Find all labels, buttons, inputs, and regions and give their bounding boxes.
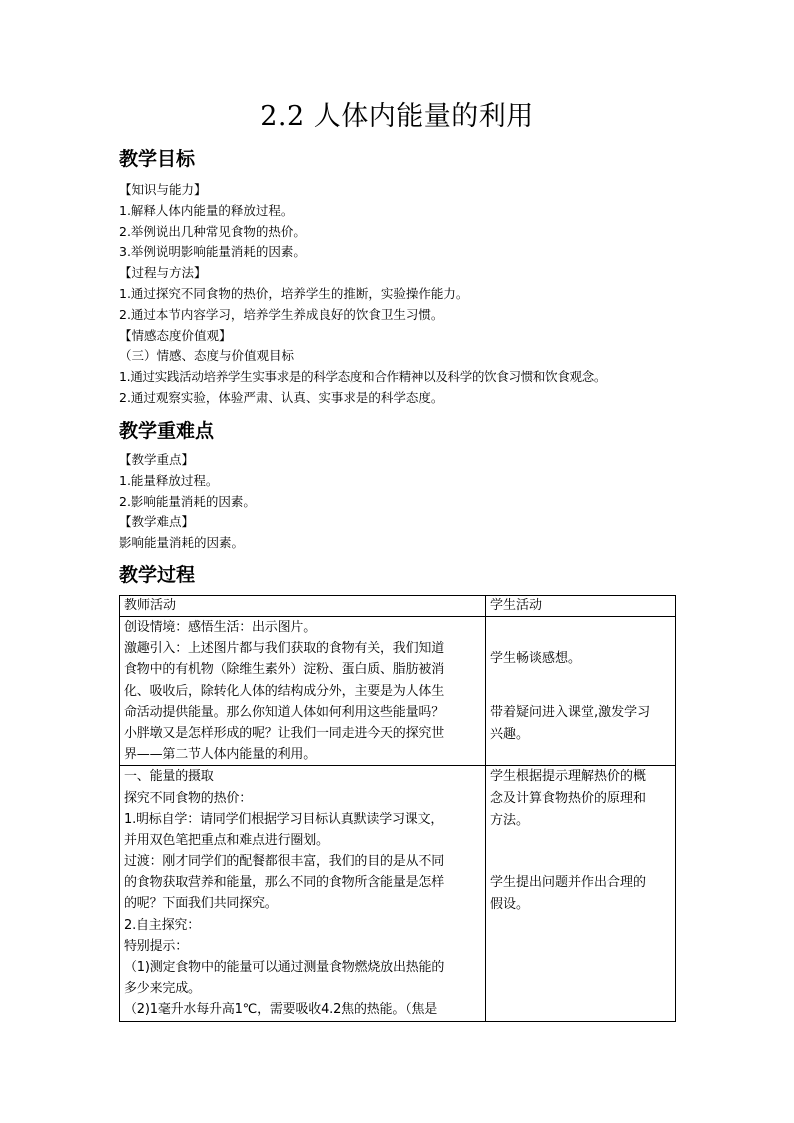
teacher-line: 界——第二节人体内能量的利用。: [124, 747, 317, 763]
teacher-line: 特别提示：: [124, 938, 189, 954]
teacher-line: 小胖墩又是怎样形成的呢？让我们一同走进今天的探究世: [124, 725, 445, 741]
student-line: 念及计算食物热价的原理和: [490, 791, 647, 807]
teacher-line: （2)1毫升水每升高1℃，需要吸收4.2焦的热能。（焦是: [124, 1002, 438, 1018]
teacher-line: 化、吸收后，除转化人体的结构成分外，主要是为人体生: [124, 683, 445, 699]
teacher-line: 命活动提供能量。那么你知道人体如何利用这些能量吗？: [124, 704, 445, 720]
key-point-line: 1.能量释放过程。: [119, 472, 219, 488]
teacher-line: 创设情境：感悟生活：出示图片。: [124, 620, 317, 635]
student-activity-cell: [486, 617, 676, 766]
student-activity-cell: [486, 766, 676, 1021]
key-point-line: 2.影响能量消耗的因素。: [119, 493, 256, 509]
student-line: 学生提出问题并作出合理的: [490, 875, 647, 891]
teacher-line: 激趣引入：上述图片都与我们获取的食物有关，我们知道: [124, 641, 445, 657]
heading-teaching-process: 教学过程: [119, 564, 196, 586]
student-line: 带着疑问进入课堂,激发学习: [490, 705, 651, 720]
page-title: 2.2 人体内能量的利用: [260, 101, 534, 132]
teacher-activity-cell: [120, 617, 486, 766]
teacher-line: 1.明标自学：请同学们根据学习目标认真默读学习课文，: [124, 811, 444, 827]
teacher-line: （1)测定食物中的能量可以通过测量食物燃烧放出热能的: [124, 960, 445, 975]
key-point-line: 【教学重点】: [119, 452, 195, 467]
teacher-line: 探究不同食物的热价：: [124, 790, 253, 806]
teacher-line: 的呢？下面我们共同探究。: [124, 896, 278, 912]
heading-teaching-goals: 教学目标: [119, 148, 196, 170]
student-line: 兴趣。: [490, 727, 530, 742]
student-line: 学生畅谈感想。: [490, 651, 582, 666]
key-point-line: 影响能量消耗的因素。: [119, 535, 245, 551]
column-header-teacher: 教师活动: [120, 596, 486, 617]
goal-line: 1.通过探究不同食物的热价，培养学生的推断，实验操作能力。: [119, 285, 469, 301]
teacher-line: 多少来完成。: [124, 981, 201, 997]
goal-line: 2.通过观察实验，体验严肃、认真、实事求是的科学态度。: [119, 389, 444, 405]
goal-line: 2.举例说出几种常见食物的热价。: [119, 223, 306, 239]
heading-key-points: 教学重难点: [119, 420, 215, 442]
table-row: [120, 617, 676, 766]
student-line: 学生根据提示理解热价的概: [490, 769, 647, 785]
goal-line: 【过程与方法】: [119, 265, 207, 281]
goal-line: 3.举例说明影响能量消耗的因素。: [119, 244, 306, 260]
goal-line: 1.通过实践活动培养学生实事求是的科学态度和合作精神以及科学的饮食习惯和饮食观念。: [119, 369, 607, 385]
goal-line: 【情感态度价值观】: [119, 327, 232, 343]
teacher-line: 过渡：刚才同学们的配餐都很丰富，我们的目的是从不同: [124, 854, 445, 870]
teacher-line: 的食物获取营养和能量，那么不同的食物所含能量是怎样: [124, 875, 445, 891]
table-row: [120, 766, 676, 1021]
goal-line: （三）情感、态度与价值观目标: [119, 348, 295, 364]
student-line: 假设。: [490, 897, 530, 913]
table-header-row: [120, 596, 676, 617]
column-header-student: 学生活动: [486, 596, 676, 617]
goal-line: 【知识与能力】: [119, 182, 207, 197]
teacher-line: 并用双色笔把重点和难点进行圈划。: [124, 832, 329, 848]
goal-line: 1.解释人体内能量的释放过程。: [119, 202, 294, 218]
teacher-line: 2.自主探究：: [124, 917, 201, 933]
teaching-goals-list: [119, 180, 675, 409]
teacher-line: 一、能量的摄取: [124, 769, 214, 785]
teacher-activity-cell: [120, 766, 486, 1021]
key-points-list: [119, 450, 675, 554]
student-line: 方法。: [490, 813, 530, 829]
teaching-process-table: [119, 595, 676, 1022]
teacher-line: 食物中的有机物（除维生素外）淀粉、蛋白质、脂肪被消: [124, 662, 445, 678]
goal-line: 2.通过本节内容学习，培养学生养成良好的饮食卫生习惯。: [119, 306, 444, 322]
key-point-line: 【教学难点】: [119, 514, 195, 530]
